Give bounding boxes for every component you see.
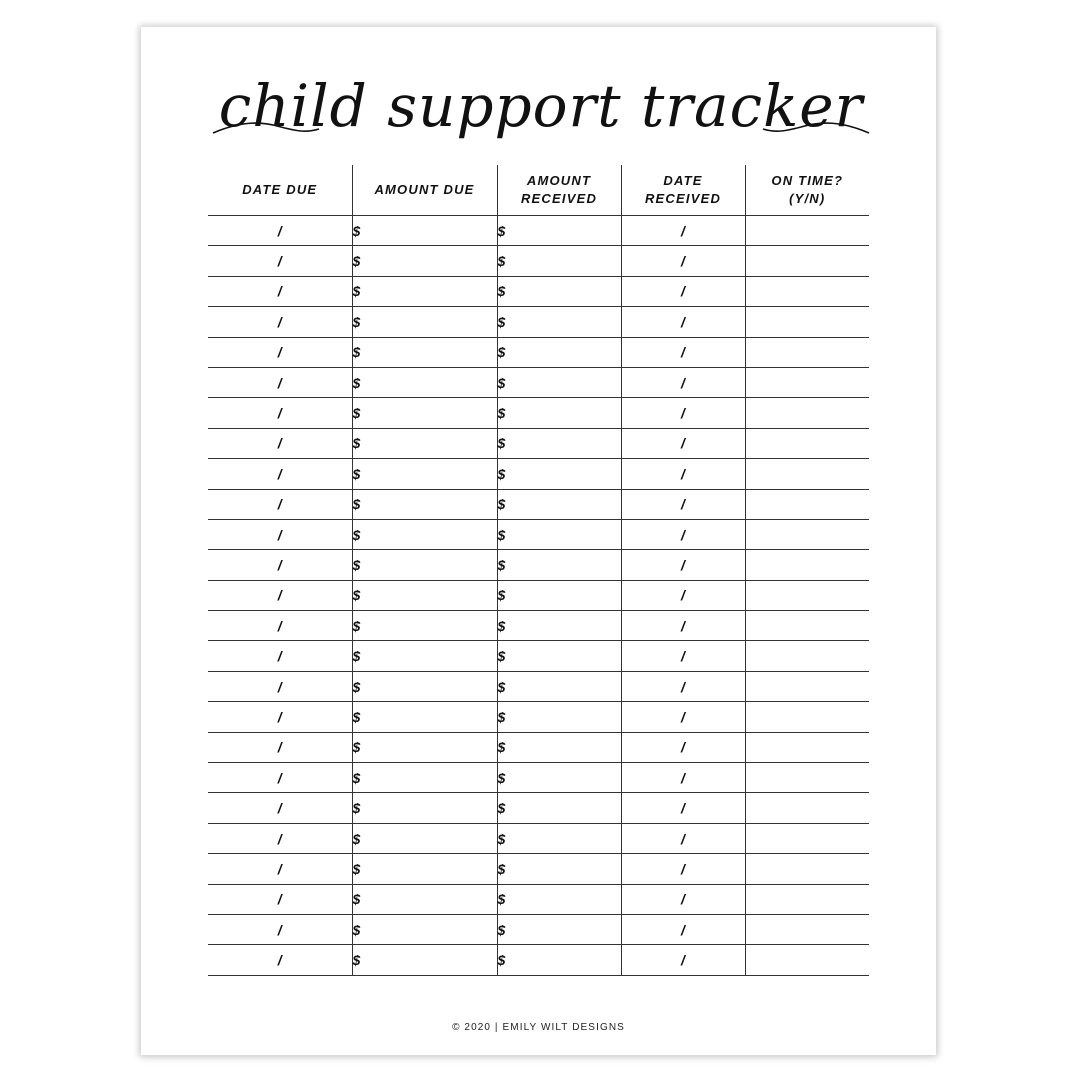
cell-date-received: / xyxy=(621,307,745,337)
cell-date-received: / xyxy=(621,732,745,762)
table-row xyxy=(208,763,869,793)
table-row xyxy=(208,550,869,580)
cell-date-received: / xyxy=(621,914,745,944)
cell-date-received: / xyxy=(621,671,745,701)
cell-amount-due: $ xyxy=(352,793,497,823)
table-row xyxy=(208,702,869,732)
cell-on-time xyxy=(745,580,869,610)
header-date-due: DATE DUE xyxy=(208,165,352,216)
table-row xyxy=(208,914,869,944)
cell-amount-received: $ xyxy=(497,337,621,367)
table-row xyxy=(208,216,869,246)
cell-amount-due: $ xyxy=(352,246,497,276)
cell-date-due: / xyxy=(208,793,352,823)
cell-amount-due: $ xyxy=(352,398,497,428)
table-row xyxy=(208,428,869,458)
table-row xyxy=(208,823,869,853)
table-row xyxy=(208,398,869,428)
cell-amount-received: $ xyxy=(497,702,621,732)
cell-on-time xyxy=(745,246,869,276)
cell-on-time xyxy=(745,216,869,246)
copyright-footer: © 2020 | EMILY WILT DESIGNS xyxy=(452,1022,625,1033)
cell-amount-due: $ xyxy=(352,945,497,975)
cell-amount-received: $ xyxy=(497,519,621,549)
cell-date-received: / xyxy=(621,763,745,793)
cell-amount-received: $ xyxy=(497,671,621,701)
table-row xyxy=(208,246,869,276)
cell-amount-due: $ xyxy=(352,823,497,853)
cell-amount-received: $ xyxy=(497,884,621,914)
cell-amount-received: $ xyxy=(497,307,621,337)
cell-date-received: / xyxy=(621,276,745,306)
cell-date-received: / xyxy=(621,793,745,823)
cell-date-received: / xyxy=(621,519,745,549)
cell-date-received: / xyxy=(621,489,745,519)
cell-on-time xyxy=(745,763,869,793)
cell-on-time xyxy=(745,489,869,519)
header-amount-received: AMOUNT RECEIVED xyxy=(497,165,621,216)
table-row xyxy=(208,671,869,701)
cell-on-time xyxy=(745,307,869,337)
cell-date-due: / xyxy=(208,884,352,914)
cell-date-received: / xyxy=(621,945,745,975)
cell-amount-due: $ xyxy=(352,550,497,580)
cell-amount-received: $ xyxy=(497,216,621,246)
cell-amount-due: $ xyxy=(352,763,497,793)
table-row xyxy=(208,580,869,610)
cell-date-received: / xyxy=(621,611,745,641)
cell-date-received: / xyxy=(621,428,745,458)
cell-date-due: / xyxy=(208,398,352,428)
cell-date-due: / xyxy=(208,550,352,580)
cell-on-time xyxy=(745,702,869,732)
cell-date-received: / xyxy=(621,459,745,489)
cell-amount-received: $ xyxy=(497,398,621,428)
printable-page xyxy=(141,27,936,1055)
cell-date-due: / xyxy=(208,276,352,306)
cell-amount-due: $ xyxy=(352,854,497,884)
cell-date-received: / xyxy=(621,884,745,914)
header-amount-due: AMOUNT DUE xyxy=(352,165,497,216)
cell-amount-due: $ xyxy=(352,580,497,610)
cell-on-time xyxy=(745,671,869,701)
cell-amount-received: $ xyxy=(497,854,621,884)
title-block xyxy=(201,55,881,165)
table-row xyxy=(208,519,869,549)
cell-amount-received: $ xyxy=(497,763,621,793)
cell-date-due: / xyxy=(208,246,352,276)
cell-amount-received: $ xyxy=(497,367,621,397)
cell-date-received: / xyxy=(621,550,745,580)
cell-date-due: / xyxy=(208,307,352,337)
cell-date-due: / xyxy=(208,702,352,732)
cell-amount-due: $ xyxy=(352,428,497,458)
cell-date-received: / xyxy=(621,398,745,428)
cell-amount-due: $ xyxy=(352,884,497,914)
table-row xyxy=(208,945,869,975)
table-row xyxy=(208,367,869,397)
cell-amount-due: $ xyxy=(352,337,497,367)
cell-on-time xyxy=(745,550,869,580)
cell-on-time xyxy=(745,428,869,458)
cell-date-due: / xyxy=(208,914,352,944)
cell-amount-received: $ xyxy=(497,580,621,610)
table-row xyxy=(208,793,869,823)
cell-date-received: / xyxy=(621,246,745,276)
cell-date-due: / xyxy=(208,641,352,671)
cell-amount-due: $ xyxy=(352,641,497,671)
cell-on-time xyxy=(745,519,869,549)
cell-date-due: / xyxy=(208,854,352,884)
cell-on-time xyxy=(745,914,869,944)
table-row xyxy=(208,489,869,519)
cell-amount-due: $ xyxy=(352,367,497,397)
cell-on-time xyxy=(745,367,869,397)
cell-date-due: / xyxy=(208,337,352,367)
cell-amount-received: $ xyxy=(497,276,621,306)
tracker-body xyxy=(208,216,869,976)
cell-amount-received: $ xyxy=(497,914,621,944)
cell-date-due: / xyxy=(208,945,352,975)
cell-on-time xyxy=(745,884,869,914)
cell-amount-received: $ xyxy=(497,945,621,975)
cell-amount-due: $ xyxy=(352,519,497,549)
cell-on-time xyxy=(745,459,869,489)
cell-amount-received: $ xyxy=(497,732,621,762)
cell-date-received: / xyxy=(621,337,745,367)
cell-on-time xyxy=(745,276,869,306)
cell-date-due: / xyxy=(208,428,352,458)
cell-amount-due: $ xyxy=(352,307,497,337)
cell-on-time xyxy=(745,641,869,671)
cell-on-time xyxy=(745,398,869,428)
table-row xyxy=(208,337,869,367)
cell-date-received: / xyxy=(621,823,745,853)
cell-amount-due: $ xyxy=(352,489,497,519)
cell-date-due: / xyxy=(208,580,352,610)
cell-date-due: / xyxy=(208,519,352,549)
cell-on-time xyxy=(745,611,869,641)
table-row xyxy=(208,732,869,762)
cell-date-due: / xyxy=(208,459,352,489)
table-row xyxy=(208,459,869,489)
cell-amount-received: $ xyxy=(497,823,621,853)
cell-date-due: / xyxy=(208,671,352,701)
cell-amount-due: $ xyxy=(352,459,497,489)
cell-amount-received: $ xyxy=(497,641,621,671)
cell-amount-due: $ xyxy=(352,611,497,641)
cell-date-received: / xyxy=(621,641,745,671)
cell-date-due: / xyxy=(208,763,352,793)
tracker-table xyxy=(208,165,869,976)
cell-amount-received: $ xyxy=(497,459,621,489)
cell-on-time xyxy=(745,337,869,367)
cell-date-due: / xyxy=(208,732,352,762)
cell-amount-due: $ xyxy=(352,276,497,306)
cell-amount-received: $ xyxy=(497,550,621,580)
table-row xyxy=(208,611,869,641)
page-title: child support tracker xyxy=(218,72,864,140)
cell-date-due: / xyxy=(208,216,352,246)
cell-date-due: / xyxy=(208,611,352,641)
cell-date-due: / xyxy=(208,367,352,397)
cell-date-due: / xyxy=(208,823,352,853)
cell-on-time xyxy=(745,793,869,823)
header-row xyxy=(208,165,869,216)
cell-amount-received: $ xyxy=(497,489,621,519)
cell-amount-received: $ xyxy=(497,611,621,641)
cell-date-received: / xyxy=(621,702,745,732)
header-date-received: DATE RECEIVED xyxy=(621,165,745,216)
header-on-time: ON TIME? (Y/N) xyxy=(745,165,869,216)
cell-on-time xyxy=(745,854,869,884)
table-row xyxy=(208,884,869,914)
cell-date-due: / xyxy=(208,489,352,519)
table-row xyxy=(208,276,869,306)
cell-amount-received: $ xyxy=(497,246,621,276)
cell-amount-received: $ xyxy=(497,428,621,458)
cell-amount-due: $ xyxy=(352,732,497,762)
table-row xyxy=(208,307,869,337)
cell-date-received: / xyxy=(621,580,745,610)
cell-amount-due: $ xyxy=(352,671,497,701)
cell-date-received: / xyxy=(621,216,745,246)
cell-on-time xyxy=(745,945,869,975)
table-row xyxy=(208,854,869,884)
cell-amount-received: $ xyxy=(497,793,621,823)
cell-amount-due: $ xyxy=(352,216,497,246)
cell-amount-due: $ xyxy=(352,702,497,732)
cell-date-received: / xyxy=(621,367,745,397)
cell-on-time xyxy=(745,732,869,762)
cell-date-received: / xyxy=(621,854,745,884)
cell-on-time xyxy=(745,823,869,853)
cell-amount-due: $ xyxy=(352,914,497,944)
table-row xyxy=(208,641,869,671)
